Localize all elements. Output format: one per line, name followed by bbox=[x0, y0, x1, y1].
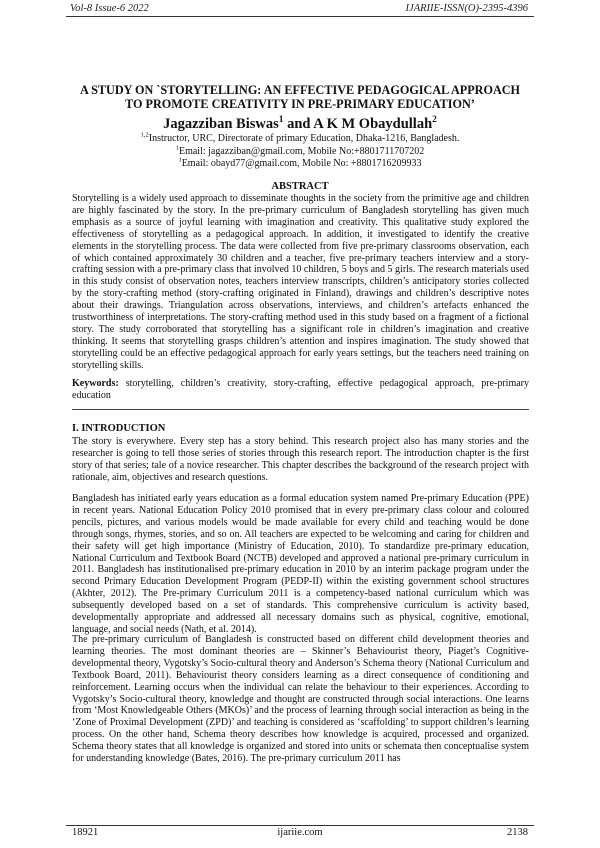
title-block bbox=[70, 83, 530, 171]
introduction-heading: I. INTRODUCTION bbox=[72, 423, 166, 434]
footer-divider bbox=[66, 825, 534, 826]
volume-label: Vol-8 Issue-6 2022 bbox=[70, 3, 149, 14]
abstract-text: Storytelling is a widely used approach to disseminate thoughts in the society from the primitive age and children are highly fascinated by the story. In the pre-primary curriculum of Bangladesh storytelling has given much emphasis as a source of joyful learning with imagination and creativity. This qualitative study explored the effectiveness of storytelling as a pedagogical approach. In addition, it investigated to identify the creative elements in the storytelling process. The data were collected from five pre-primary classrooms observation, each of which contained approximately 30 children and a teacher, five pre-primary teachers interview and a story-crafting session with a pre-primary class that involved 10 children, 5 boys and 5 girls. The research materials used in this study consist of observation notes, teachers interview transcripts, children’s anticipatory stories collected by the story-crafting method (story-crafting originated in Finland), drawings and children’s descriptive notes about their drawings. Triangulation across observations, interviews, and children’s artefacts enhanced the trustworthiness of interpretations. The story-crafting method used in this study based on a fragment of a fictional story. The study corroborated that storytelling has a significant role in children’s imagination and creative thinking. It seems that storytelling grasps children’s attention and inspires imagination. The study showed that storytelling could be an effective pedagogical approach for early years settings, but the teachers need training on storytelling skills. bbox=[72, 193, 529, 371]
intro-paragraph-3: The pre-primary curriculum of Bangladesh is constructed based on different child development theories and learning theories. The most dominant theories are – Skinner’s Behaviourist theory, Piaget’s Cognitive-developmental theory, Vygotsky’s Socio-cultural theory and Anderson’s Schema theory (National Curriculum and Textbook Board, 2011). Behaviourist theory considers learning as a direct consequence of conditioning and reinforcement. Learning occurs when the individual can relate the behaviour to their experiences. According to Vygotsky’s Socio-cultural theory, knowledge and thought are constructed through social interactions. One learns from ‘Most Knowledgeable Others (MKOs)’ and the process of learning through social interaction as being in the ‘Zone of Proximal Development (ZPD)’ and teaching is considered as ‘scaffolding’ to support children’s learning process. On the other hand, Schema theory describes how knowledge is acquired, processed and organized. Schema theory states that all knowledge is organized and stored into units or schemata then conceptualise system for understanding knowledge (Bates, 2016). The pre-primary curriculum 2011 has bbox=[72, 634, 529, 765]
paper-title-line-2: TO PROMOTE CREATIVITY IN PRE-PRIMARY EDUCATION’ bbox=[125, 97, 475, 111]
keywords-divider bbox=[72, 409, 529, 410]
header-divider bbox=[66, 16, 534, 17]
author-1-sup: 1 bbox=[278, 115, 284, 126]
abstract-heading: ABSTRACT bbox=[271, 181, 329, 192]
footer-site: ijariie.com bbox=[277, 827, 323, 838]
issn-label: IJARIIE-ISSN(O)-2395-4396 bbox=[405, 3, 528, 14]
email-2-text: Email: obayd77@gmail.com, Mobile No: +8801716209933 bbox=[181, 158, 422, 169]
author-1: Jagazziban Biswas bbox=[163, 116, 279, 132]
footer-paper-id: 18921 bbox=[72, 827, 99, 838]
affiliation-sup: 1,2 bbox=[140, 131, 149, 139]
author-conjunction: and bbox=[283, 116, 314, 132]
email-1-text: Email: jagazziban@gmail.com, Mobile No:+8801711707202 bbox=[178, 145, 425, 157]
keywords-label: Keywords: bbox=[72, 378, 119, 389]
running-header bbox=[0, 0, 600, 15]
email-1-sup: 1 bbox=[175, 144, 179, 152]
intro-paragraph-2: Bangladesh has initiated early years education as a formal education system named Pre-primary Education (PPE) in recent years. National Education Policy 2010 promised that in every pre-primary class colour and coloured pencils, pictures, and various models would be made available for every child and teaching would be done through songs, rhymes, stories, and so on. All teachers are expected to be welcoming and caring for children and their safety will get high importance (Ministry of Education, 2010). To standardize pre-primary education, National Curriculum and Textbook Board (NCTB) developed and approved a national pre-primary curriculum in 2011. Bangladesh has institutionalised pre-primary education in 2010 by an interim package program under the second Primary Education Development Program (PEDP-II) within the existing government school structures (Akhter, 2012). The Pre-primary Curriculum 2011 is a competency-based national curriculum which was subsequently developed based on a set of standards. This comprehensive curriculum is activity based, developmentally appropriate and addressed all necessary domains such as physical, cognitive, emotional, language, and social needs (Nath, et al. 2014). bbox=[72, 493, 529, 635]
email-2-sup: 1 bbox=[178, 156, 182, 164]
footer-page-number: 2138 bbox=[507, 827, 528, 838]
keywords-text: storytelling, children’s creativity, story-crafting, effective pedagogical approach, pre-primary education bbox=[72, 378, 529, 401]
keywords bbox=[72, 378, 529, 402]
paper-title-line-1: A STUDY ON `STORYTELLING: AN EFFECTIVE PEDAGOGICAL APPROACH bbox=[79, 83, 521, 97]
author-line bbox=[70, 116, 530, 133]
author-2: A K M Obaydullah bbox=[313, 116, 433, 132]
intro-paragraph-1: The story is everywhere. Every step has a story behind. This research project also has many stories and the researcher is going to tell those series of stories through this research report. The introduction chapter is the first story of that series; tale of a novice researcher. This chapter describes the background of the research project with rationale, aim, objectives and research questions. bbox=[72, 436, 529, 483]
affiliation bbox=[70, 133, 530, 146]
affiliation-text: Instructor, URC, Directorate of primary Education, Dhaka-1216, Bangladesh. bbox=[148, 133, 460, 144]
email-2 bbox=[70, 158, 530, 171]
email-1 bbox=[70, 146, 530, 159]
author-2-sup: 2 bbox=[432, 115, 437, 126]
